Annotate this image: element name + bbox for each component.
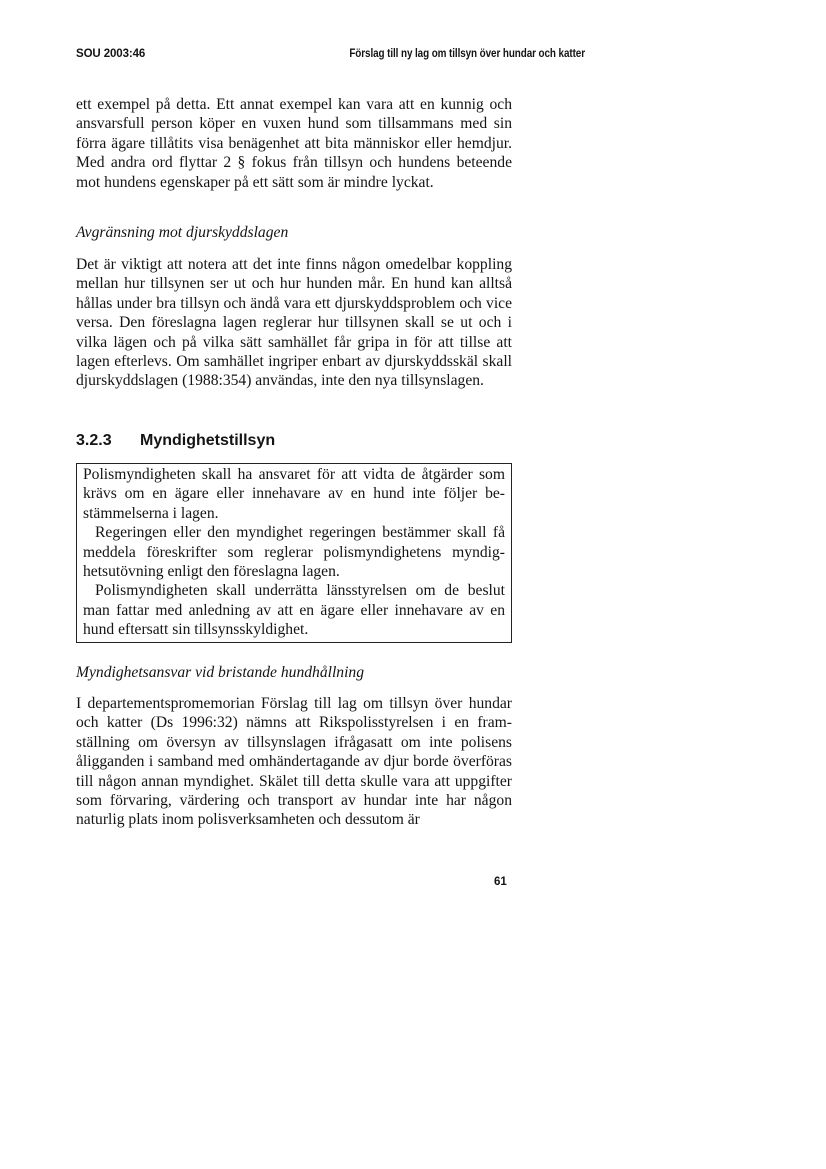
- box-paragraph-2: Regeringen eller den myndighet regeringen bestämmer skall få meddela föreskrifter som reglerar polismyndighetens myndighetsutövning enligt den föreslagna lagen.: [83, 524, 505, 581]
- running-header-left: SOU 2003:46: [76, 48, 146, 60]
- section-heading: [76, 432, 275, 450]
- proposal-box: [76, 463, 512, 643]
- box-paragraph-1: Polismyndigheten skall ha ansvaret för att vidta de åtgärder som krävs om en ägare eller innehavare av en hund inte följer bestämmelserna i lagen.: [83, 466, 505, 522]
- section-number: 3.2.3: [76, 432, 112, 449]
- body-paragraph-3: [76, 694, 512, 830]
- paragraph-text: I departementspromemorian Förslag till lag om tillsyn över hundar och katter (Ds 1996:32) nämns att Rikspolisstyrelsen i en framställning om översyn av tillsynslagen ifrågasatt om inte polisens åligganden i samband med omhändertagande av djur borde överföras till någon annan myndighet. Skälet till detta skulle vara att uppgifter som förvaring, värdering och transport av hundar inte har någon naturlig plats inom polisverksamheten och dessutom är: [76, 695, 512, 829]
- subheading-avgransning: Avgränsning mot djurskyddslagen: [76, 224, 289, 241]
- body-paragraph-1: [76, 95, 512, 192]
- paragraph-text: Det är viktigt att notera att det inte finns någon omedelbar koppling mellan hur tillsynen ser ut och hur hunden mår. En hund kan alltså hållas under bra tillsyn och ändå vara ett djurskyddsproblem och vice versa. Den föreslagna lagen reglerar hur tillsynen skall se ut och i vilka lägen och på vilka sätt samhället får gripa in för att tillse att lagen efterlevs. Om samhället ingriper enbart av djurskyddsskäl skall djurskyddslagen (1988:354) användas, inte den nya tillsynslagen.: [76, 256, 512, 390]
- running-header-right: Förslag till ny lag om tillsyn över hundar och katter: [349, 48, 585, 60]
- page-number: 61: [494, 876, 507, 888]
- paragraph-text: ett exempel på detta. Ett annat exempel kan vara att en kunnig och ansvarsfull person köper en vuxen hund som tillsammans med sin förra ägare tillåtits visa benägenhet att bita människor eller hemdjur. Med andra ord flyttar 2 § fokus från tillsyn och hundens beteende mot hundens egenskaper på ett sätt som är mindre lyckat.: [76, 96, 512, 191]
- box-paragraph-3: Polismyndigheten skall underrätta länsstyrelsen om de beslut man fattar med anledning av att en ägare eller innehavare av en hund eftersatt sin tillsynsskyldighet.: [83, 582, 505, 639]
- subheading-myndighetsansvar: Myndighetsansvar vid bristande hundhållning: [76, 664, 365, 681]
- body-paragraph-2: [76, 255, 512, 391]
- section-title: Myndighetstillsyn: [140, 432, 276, 449]
